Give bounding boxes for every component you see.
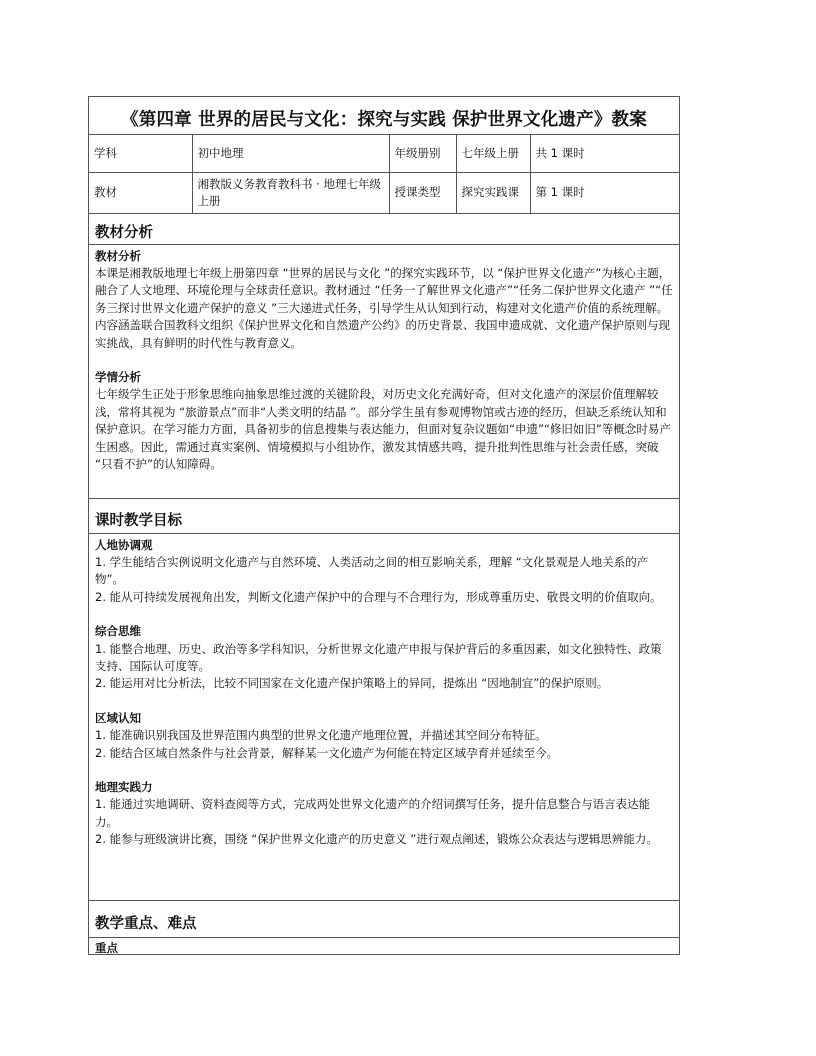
cell-textbook-label: 教材 [89, 172, 192, 213]
subheading-textbook-analysis: 教材分析 [95, 248, 141, 263]
info-row-textbook [89, 172, 679, 213]
cell-total-hours: 共 1 课时 [530, 135, 679, 172]
goal-item: 1. 能整合地理、历史、政治等多学科知识，分析世界文化遗产申报与保护背后的多重因素，如文化独特性、政策支持、国际认可度等。 [95, 641, 662, 673]
goal-item: 2. 能参与班级演讲比赛，围绕 “保护世界文化遗产的历史意义 ”进行观点阐述，锻炼公众表达与逻辑思辨能力。 [95, 832, 658, 847]
goal-title-human-earth: 人地协调观 [95, 537, 153, 552]
section-heading-analysis: 教材分析 [89, 214, 679, 245]
goal-item: 1. 学生能结合实例说明文化遗产与自然环境、人类活动之间的相互影响关系，理解 “文化景观是人地关系的产物”。 [95, 554, 649, 587]
goal-item: 1. 能准确识别我国及世界范围内典型的世界文化遗产地理位置，并描述其空间分布特征。 [95, 728, 547, 743]
cell-grade-value: 七年级上册 [456, 135, 530, 172]
goal-item: 1. 能通过实地调研、资料查阅等方式，完成两处世界文化遗产的介绍词撰写任务，提升信息整合与语言表达能力。 [95, 797, 651, 829]
cell-type-value: 探究实践课 [456, 172, 530, 213]
goal-title-practice: 地理实践力 [95, 779, 153, 794]
goal-item: 2. 能运用对比分析法，比较不同国家在文化遗产保护策略上的异同，提炼出 “因地制宜”的保护原则。 [95, 676, 609, 691]
cell-grade-label: 年级册别 [389, 135, 456, 172]
lesson-plan-sheet [88, 96, 680, 955]
goal-title-integrated-thinking: 综合思维 [95, 624, 141, 639]
document-title: 《第四章 世界的居民与文化：探究与实践 保护世界文化遗产》教案 [89, 97, 679, 135]
cell-subject-label: 学科 [89, 135, 192, 172]
paragraph-textbook-analysis: 本课是湘教版地理七年级上册第四章 “世界的居民与文化 ”的探究实践环节，以 “保护世界文化遗产”为核心主题，融合了人文地理、环境伦理与全球责任意识。教材通过 “任务一了解世界文化遗产”“任务二保护世界文化遗产 ”“任务三探讨世界文化遗产保护的意义 ”三大递进式任务，引导学生从认知到行动，构建对文化遗产价值的系统理解。内容涵盖联合国教科文组织《保护世界文化和自然遗产公约》的历史背景、我国申遗成就、文化遗产保护原则与现实挑战，具有鲜明的时代性与教育意义。 [95, 265, 673, 350]
section-body-goals [89, 534, 679, 901]
goal-item: 2. 能从可持续发展视角出发，判断文化遗产保护中的合理与不合理行为，形成尊重历史、敬畏文明的价值取向。 [95, 589, 662, 604]
cell-textbook-value: 湘教版义务教育教科书 · 地理七年级上册 [192, 172, 389, 213]
subheading-student-analysis: 学情分析 [95, 369, 141, 384]
section-heading-goals: 课时教学目标 [89, 499, 679, 534]
cell-type-label: 授课类型 [389, 172, 456, 213]
subheading-key-point: 重点 [95, 940, 118, 955]
goal-title-regional-cognition: 区域认知 [95, 710, 141, 725]
section-body-analysis [89, 245, 679, 499]
cell-subject-value: 初中地理 [192, 135, 389, 172]
cell-lesson-number: 第 1 课时 [530, 172, 679, 213]
goal-item: 2. 能结合区域自然条件与社会背景，解释某一文化遗产为何能在特定区域孕育并延续至今。 [95, 745, 559, 760]
section-heading-key-points: 教学重点、难点 [89, 901, 679, 938]
paragraph-student-analysis: 七年级学生正处于形象思维向抽象思维过渡的关键阶段，对历史文化充满好奇，但对文化遗产的深层价值理解较浅，常将其视为 “旅游景点”而非“人类文明的结晶 ”。部分学生虽有参观博物馆或古迹的经历，但缺乏系统认知和保护意识。在学习能力方面，具备初步的信息搜集与表达能力，但面对复杂议题如“申遗”“修旧如旧”等概念时易产生困惑。因此，需通过真实案例、情境模拟与小组协作，激发其情感共鸣，提升批判性思维与社会责任感，突破 “只看不护”的认知障碍。 [95, 387, 671, 471]
info-table [89, 135, 679, 214]
info-row-subject [89, 135, 679, 172]
